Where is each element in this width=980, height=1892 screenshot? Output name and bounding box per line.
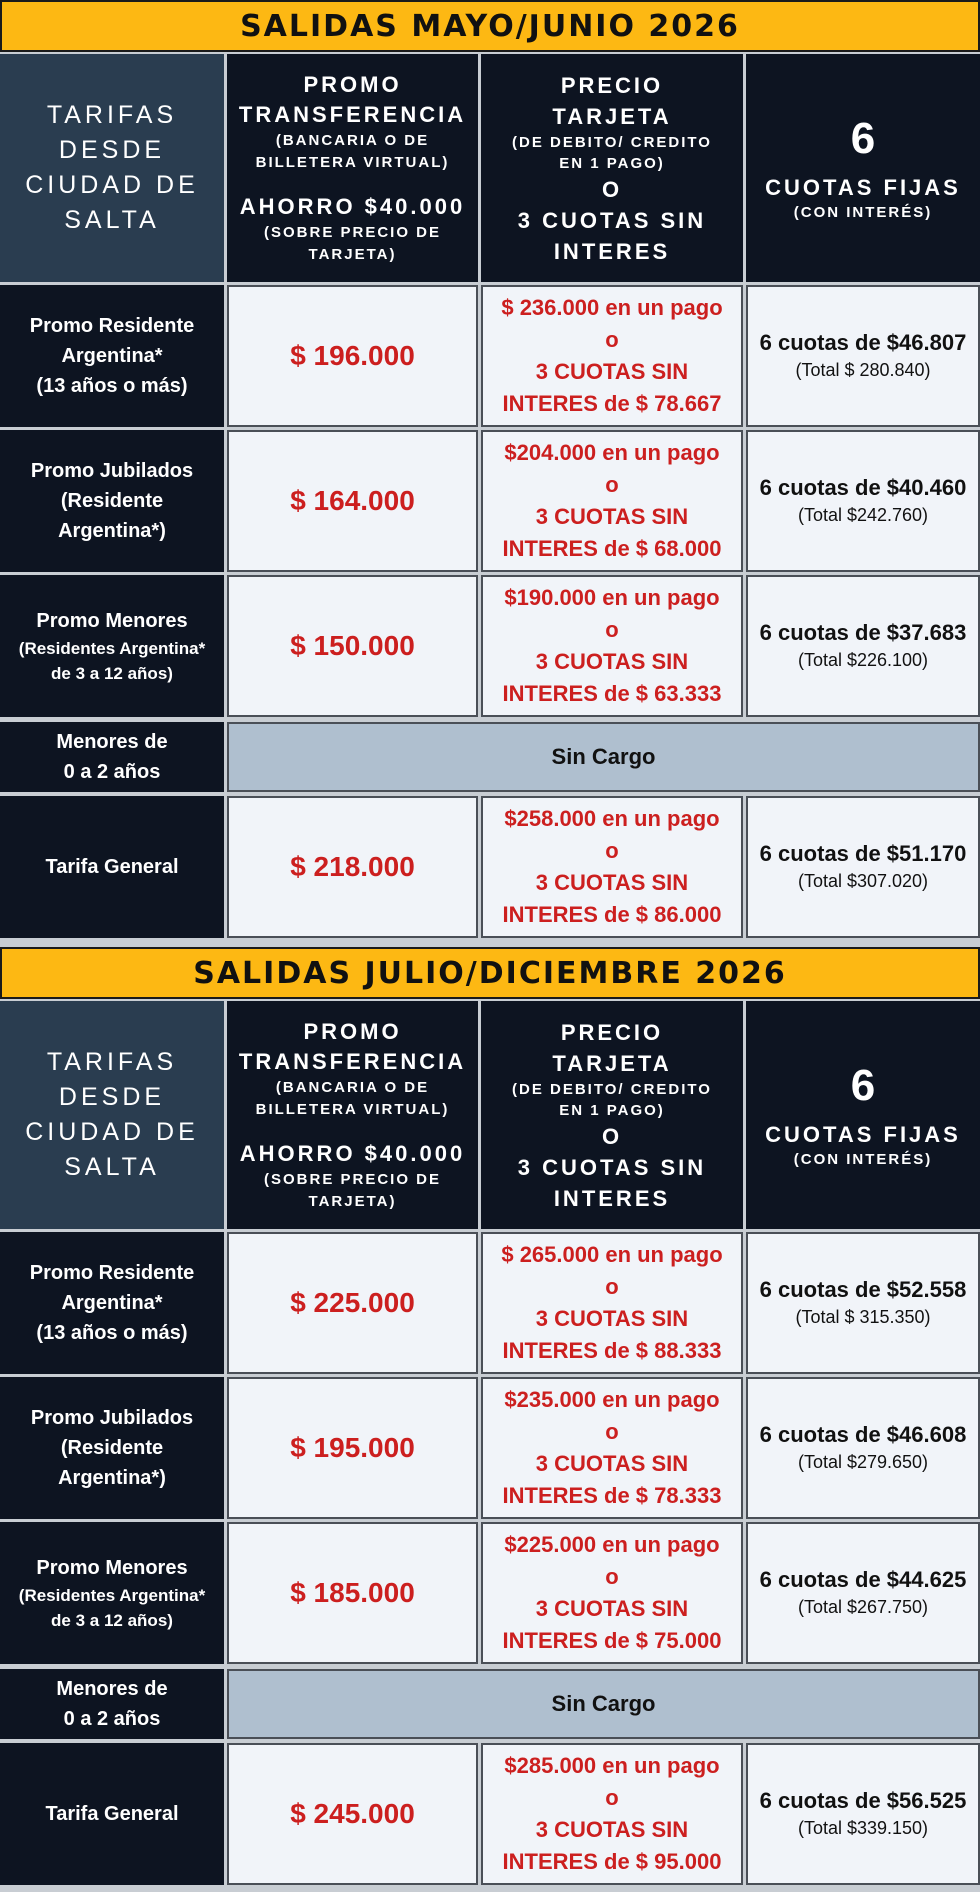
card-price-line: 3 CUOTAS SIN xyxy=(535,1817,689,1842)
header-line: CUOTAS FIJAS xyxy=(765,1122,961,1147)
card-price-line: 3 CUOTAS SIN xyxy=(535,1451,689,1476)
row-label-line: (Residente xyxy=(60,1437,164,1459)
menores-label xyxy=(0,722,224,792)
cuotas-total: (Total $307.020) xyxy=(797,871,929,891)
card-price-line: o xyxy=(605,1564,619,1589)
header-line: TARJETA xyxy=(552,1050,672,1076)
card-price-line: 3 CUOTAS SIN xyxy=(535,649,689,674)
header-line: EN 1 PAGO) xyxy=(559,154,665,172)
cuotas-cell xyxy=(746,1522,980,1664)
card-price-line: INTERES de $ 88.333 xyxy=(502,1338,722,1363)
cuotas-cell xyxy=(746,430,980,572)
card-price-line: o xyxy=(605,472,619,497)
card-price-line: 3 CUOTAS SIN xyxy=(535,1306,689,1331)
header-line: INTERES xyxy=(553,1185,671,1211)
row-label xyxy=(0,796,224,938)
row-label xyxy=(0,575,224,717)
card-price-line: o xyxy=(605,617,619,642)
card-price-line: 3 CUOTAS SIN xyxy=(535,504,689,529)
header-line: PRECIO xyxy=(560,1019,664,1045)
header-line: (BANCARIA O DE xyxy=(275,1079,430,1096)
sin-cargo-cell xyxy=(227,1669,980,1739)
promo-price-cell xyxy=(227,1743,478,1885)
cuotas-amount: 6 cuotas de $56.525 xyxy=(759,1788,967,1813)
card-price-cell xyxy=(481,430,743,572)
row-label-line: Menores de xyxy=(56,1678,168,1700)
row-label xyxy=(0,1232,224,1374)
cuotas-amount: 6 cuotas de $37.683 xyxy=(759,620,967,645)
card-price-cell xyxy=(481,285,743,427)
row-label-line: 0 a 2 años xyxy=(63,761,161,783)
header-line: (CON INTERÉS) xyxy=(793,204,933,221)
header-cuotas-fijas xyxy=(746,54,980,282)
card-price-line: INTERES de $ 75.000 xyxy=(502,1628,722,1653)
promo-price-cell xyxy=(227,575,478,717)
promo-price: $ 150.000 xyxy=(290,630,415,661)
cuotas-amount: 6 cuotas de $51.170 xyxy=(759,841,967,866)
promo-price-cell xyxy=(227,1232,478,1374)
card-price-line: INTERES de $ 63.333 xyxy=(502,681,722,706)
row-label xyxy=(0,430,224,572)
cuotas-cell xyxy=(746,796,980,938)
header-line: (SOBRE PRECIO DE xyxy=(263,1171,442,1188)
cuotas-cell xyxy=(746,1743,980,1885)
row-label-line: Tarifa General xyxy=(45,1803,179,1825)
row-label-line: Menores de xyxy=(56,731,168,753)
card-price-cell xyxy=(481,575,743,717)
cuotas-amount: 6 cuotas de $52.558 xyxy=(759,1277,967,1302)
promo-price: $ 185.000 xyxy=(290,1577,415,1608)
cuotas-amount: 6 cuotas de $46.608 xyxy=(759,1422,967,1447)
card-price-line: $ 236.000 en un pago xyxy=(501,295,723,320)
card-price-line: $204.000 en un pago xyxy=(504,440,720,465)
card-price-cell xyxy=(481,1522,743,1664)
header-line: TARJETA) xyxy=(308,246,397,263)
fare-section xyxy=(0,947,980,1892)
row-label-line: Argentina* xyxy=(61,1292,163,1314)
card-price-line: $235.000 en un pago xyxy=(504,1387,720,1412)
cuotas-total: (Total $279.650) xyxy=(797,1452,929,1472)
header-line: TARJETA) xyxy=(308,1193,397,1210)
header-precio-tarjeta xyxy=(481,54,743,282)
card-price-line: INTERES de $ 68.000 xyxy=(502,536,722,561)
card-price-line: INTERES de $ 78.333 xyxy=(502,1483,722,1508)
cuotas-cell xyxy=(746,575,980,717)
row-label-line: Promo Jubilados xyxy=(30,1407,194,1429)
card-price-cell xyxy=(481,1232,743,1374)
header-line: (BANCARIA O DE xyxy=(275,132,430,149)
header-line: 3 CUOTAS SIN xyxy=(517,1154,707,1180)
header-line: EN 1 PAGO) xyxy=(559,1101,665,1119)
promo-price-cell xyxy=(227,1377,478,1519)
card-price-line: o xyxy=(605,1419,619,1444)
header-tarifas-line: TARIFAS xyxy=(46,1048,178,1076)
header-tarifas xyxy=(0,1001,224,1229)
header-promo-transferencia xyxy=(227,54,478,282)
sin-cargo-text: Sin Cargo xyxy=(551,744,656,769)
header-line: TRANSFERENCIA xyxy=(238,102,467,127)
header-line: CUOTAS FIJAS xyxy=(765,175,961,200)
promo-price: $ 245.000 xyxy=(290,1798,415,1829)
promo-price: $ 225.000 xyxy=(290,1287,415,1318)
header-cuotas-fijas xyxy=(746,1001,980,1229)
cuotas-total: (Total $339.150) xyxy=(797,1818,929,1838)
row-label-line: Promo Menores xyxy=(36,1557,188,1579)
card-price-cell xyxy=(481,796,743,938)
row-label-line: (Residente xyxy=(60,490,164,512)
section-banner: SALIDAS JULIO/DICIEMBRE 2026 xyxy=(0,947,980,999)
header-line: PRECIO xyxy=(560,72,664,98)
header-line: O xyxy=(601,1123,623,1149)
header-tarifas-line: CIUDAD DE xyxy=(25,171,199,199)
row-label-line: (13 años o más) xyxy=(36,1322,188,1344)
section-banner: SALIDAS MAYO/JUNIO 2026 xyxy=(0,0,980,52)
cuotas-cell xyxy=(746,1232,980,1374)
row-label-line: Argentina*) xyxy=(58,520,166,542)
promo-price-cell xyxy=(227,1522,478,1664)
promo-price-cell xyxy=(227,796,478,938)
cuotas-total: (Total $226.100) xyxy=(797,650,929,670)
row-label-line: Promo Menores xyxy=(36,610,188,632)
card-price-cell xyxy=(481,1377,743,1519)
card-price-line: o xyxy=(605,327,619,352)
cuotas-amount: 6 cuotas de $40.460 xyxy=(759,475,967,500)
card-price-line: $258.000 en un pago xyxy=(504,806,720,831)
cuotas-total: (Total $242.760) xyxy=(797,505,929,525)
header-line: INTERES xyxy=(553,238,671,264)
header-line: PROMO xyxy=(303,1019,402,1044)
row-label-line: (13 años o más) xyxy=(36,375,188,397)
header-tarifas-line: SALTA xyxy=(64,206,160,234)
row-label-line: de 3 a 12 años) xyxy=(51,664,173,683)
header-line: AHORRO $40.000 xyxy=(239,1141,466,1166)
header-line: (DE DEBITO/ CREDITO xyxy=(512,133,712,151)
card-price-line: $285.000 en un pago xyxy=(504,1753,720,1778)
card-price-line: 3 CUOTAS SIN xyxy=(535,359,689,384)
card-price-line: $190.000 en un pago xyxy=(504,585,720,610)
card-price-line: o xyxy=(605,1785,619,1810)
row-label xyxy=(0,1522,224,1664)
header-line: 3 CUOTAS SIN xyxy=(517,207,707,233)
row-label-line: Promo Residente xyxy=(29,1262,195,1284)
promo-price: $ 195.000 xyxy=(290,1432,415,1463)
row-label xyxy=(0,1743,224,1885)
header-line: AHORRO $40.000 xyxy=(239,194,466,219)
header-line: BILLETERA VIRTUAL) xyxy=(255,154,450,171)
cuotas-cell xyxy=(746,285,980,427)
header-precio-tarjeta xyxy=(481,1001,743,1229)
fare-section xyxy=(0,0,980,945)
header-line: (CON INTERÉS) xyxy=(793,1151,933,1168)
card-price-cell xyxy=(481,1743,743,1885)
header-tarifas-line: DESDE xyxy=(58,136,166,164)
promo-price: $ 196.000 xyxy=(290,340,415,371)
header-tarifas-line: SALTA xyxy=(64,1153,160,1181)
cuotas-cell xyxy=(746,1377,980,1519)
cuotas-amount: 6 cuotas de $44.625 xyxy=(759,1567,967,1592)
row-label-line: Argentina*) xyxy=(58,1467,166,1489)
card-price-line: $ 265.000 en un pago xyxy=(501,1242,723,1267)
header-line: 6 xyxy=(850,1061,876,1110)
card-price-line: $225.000 en un pago xyxy=(504,1532,720,1557)
promo-price: $ 164.000 xyxy=(290,485,415,516)
header-tarifas-line: CIUDAD DE xyxy=(25,1118,199,1146)
row-label-line: 0 a 2 años xyxy=(63,1708,161,1730)
row-label-line: Promo Residente xyxy=(29,315,195,337)
header-line: BILLETERA VIRTUAL) xyxy=(255,1101,450,1118)
sin-cargo-text: Sin Cargo xyxy=(551,1691,656,1716)
row-label xyxy=(0,1377,224,1519)
card-price-line: o xyxy=(605,1274,619,1299)
header-line: (SOBRE PRECIO DE xyxy=(263,224,442,241)
header-promo-transferencia xyxy=(227,1001,478,1229)
header-tarifas xyxy=(0,54,224,282)
header-line: TRANSFERENCIA xyxy=(238,1049,467,1074)
card-price-line: INTERES de $ 86.000 xyxy=(502,902,722,927)
cuotas-amount: 6 cuotas de $46.807 xyxy=(759,330,967,355)
promo-price-cell xyxy=(227,430,478,572)
card-price-line: INTERES de $ 78.667 xyxy=(502,391,722,416)
header-line: PROMO xyxy=(303,72,402,97)
header-tarifas-line: TARIFAS xyxy=(46,101,178,129)
row-label-line: (Residentes Argentina* xyxy=(18,1586,206,1605)
header-tarifas-line: DESDE xyxy=(58,1083,166,1111)
row-label-line: (Residentes Argentina* xyxy=(18,639,206,658)
cuotas-total: (Total $ 280.840) xyxy=(795,360,931,380)
row-label-line: de 3 a 12 años) xyxy=(51,1611,173,1630)
card-price-line: o xyxy=(605,838,619,863)
menores-label xyxy=(0,1669,224,1739)
card-price-line: INTERES de $ 95.000 xyxy=(502,1849,722,1874)
promo-price: $ 218.000 xyxy=(290,851,415,882)
row-label-line: Argentina* xyxy=(61,345,163,367)
header-line: (DE DEBITO/ CREDITO xyxy=(512,1080,712,1098)
sin-cargo-cell xyxy=(227,722,980,792)
row-label-line: Promo Jubilados xyxy=(30,460,194,482)
header-line: O xyxy=(601,176,623,202)
promo-price-cell xyxy=(227,285,478,427)
row-label-line: Tarifa General xyxy=(45,856,179,878)
header-line: TARJETA xyxy=(552,103,672,129)
row-label xyxy=(0,285,224,427)
card-price-line: 3 CUOTAS SIN xyxy=(535,870,689,895)
header-line: 6 xyxy=(850,114,876,163)
card-price-line: 3 CUOTAS SIN xyxy=(535,1596,689,1621)
cuotas-total: (Total $ 315.350) xyxy=(795,1307,931,1327)
cuotas-total: (Total $267.750) xyxy=(797,1597,929,1617)
